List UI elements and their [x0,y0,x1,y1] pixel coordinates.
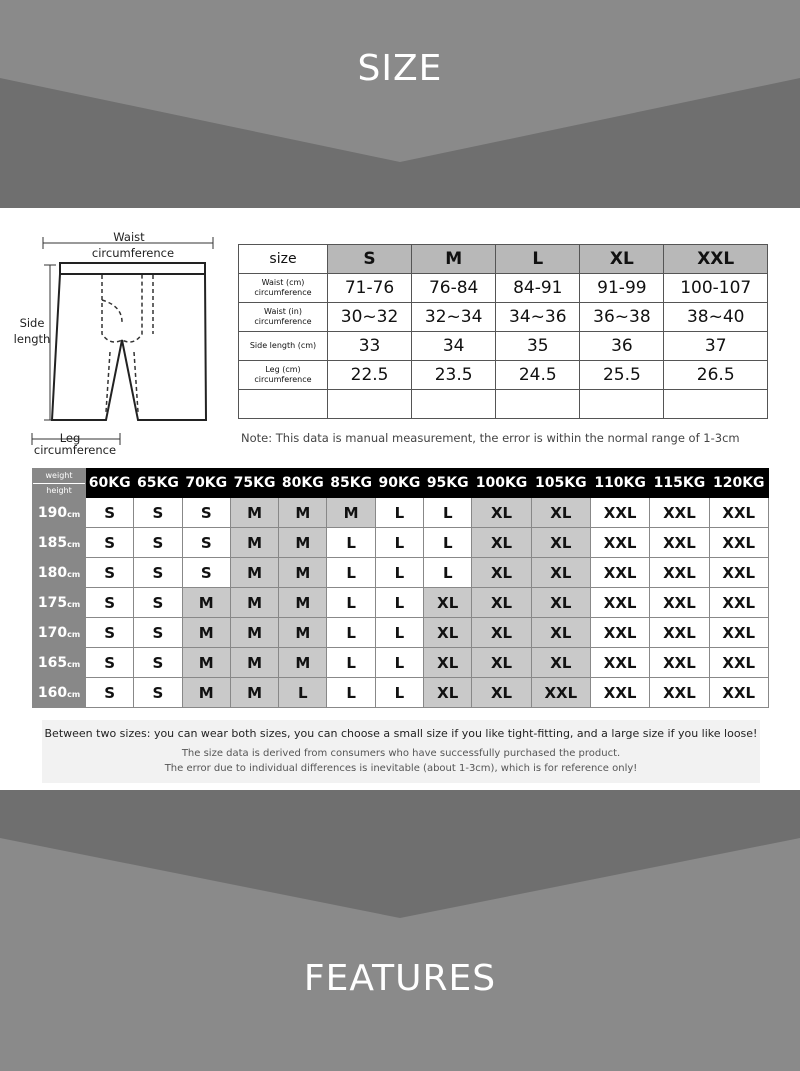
measurement-value: 30~32 [328,303,412,332]
sizing-tips [42,720,760,783]
size-cell: L [424,498,472,528]
weight-height-table [32,468,769,708]
weight-col-header: 70KG [182,469,230,498]
measurement-value [412,390,496,419]
size-cell: M [230,648,278,678]
size-cell: XL [531,558,590,588]
height-value: 170 [37,624,68,641]
size-cell: S [134,678,182,708]
size-cell: L [375,528,423,558]
weight-col-header: 85KG [327,469,375,498]
height-label [33,648,86,678]
size-cell: XXL [590,588,649,618]
height-unit: cm [67,659,81,669]
size-cell: XXL [650,648,709,678]
size-cell: XXL [709,528,768,558]
size-header-label: size [239,245,328,274]
size-cell: XXL [650,528,709,558]
size-cell: M [279,498,327,528]
weight-col-header: 120KG [709,469,768,498]
side-length-label: Side [19,316,45,330]
size-cell: XXL [590,678,649,708]
measurement-value [328,390,412,419]
size-cell: S [182,528,230,558]
size-cell: XXL [650,678,709,708]
size-cell: XXL [590,618,649,648]
measurement-value: 91-99 [580,274,664,303]
size-cell: XL [531,498,590,528]
height-row [33,588,769,618]
height-value: 190 [37,504,68,521]
size-cell: L [327,558,375,588]
measurement-label [239,390,328,419]
size-cell: L [327,648,375,678]
size-table-row [239,332,768,361]
measurement-value: 76-84 [412,274,496,303]
size-cell: S [134,618,182,648]
measurement-value [580,390,664,419]
size-title: SIZE [357,48,443,89]
measurement-label-line: Waist (cm) [261,278,305,287]
height-label [33,498,86,528]
measurement-value [496,390,580,419]
height-unit: cm [67,629,81,639]
size-cell: L [375,618,423,648]
size-cell: M [230,678,278,708]
size-cell: S [134,558,182,588]
size-banner [0,0,800,208]
size-cell: M [230,528,278,558]
size-cell: XL [424,588,472,618]
size-cell: M [279,648,327,678]
size-cell: S [86,558,134,588]
size-cell: S [134,498,182,528]
size-cell: XL [531,528,590,558]
size-cell: XXL [650,498,709,528]
size-cell: XL [424,648,472,678]
size-cell: S [86,528,134,558]
size-cell: M [230,618,278,648]
weight-col-header: 110KG [590,469,649,498]
height-label [33,528,86,558]
size-cell: XXL [709,648,768,678]
size-cell: L [327,678,375,708]
size-cell: S [134,648,182,678]
size-cell: M [182,588,230,618]
size-cell: XXL [709,618,768,648]
height-unit: cm [67,539,81,549]
size-cell: M [182,648,230,678]
size-cell: M [327,498,375,528]
size-cell: L [327,528,375,558]
size-cell: XL [531,588,590,618]
size-cell: XL [531,648,590,678]
size-cell: L [279,678,327,708]
size-cell: L [375,498,423,528]
measurement-value [664,390,768,419]
size-cell: S [134,528,182,558]
weight-col-header: 60KG [86,469,134,498]
measurement-label-line: circumference [254,288,312,297]
measurement-label-line: circumference [254,375,312,384]
size-cell: M [230,558,278,588]
measurement-value: 25.5 [580,361,664,390]
size-cell: XXL [709,558,768,588]
size-cell: S [86,588,134,618]
measurement-label [239,303,328,332]
size-cell: XL [472,588,531,618]
size-cell: S [182,498,230,528]
size-cell: XXL [650,558,709,588]
measurement-value: 33 [328,332,412,361]
measurement-label-line: circumference [254,317,312,326]
measurement-value: 71-76 [328,274,412,303]
waist-label: Waist [113,230,145,244]
height-label [33,588,86,618]
measurement-label-line: Waist (in) [264,307,302,316]
size-col-header: S [328,245,412,274]
measurement-value: 24.5 [496,361,580,390]
size-table-row [239,303,768,332]
size-cell: XL [531,618,590,648]
side-length-label-sub: length [13,332,51,346]
height-row [33,618,769,648]
size-cell: L [375,678,423,708]
tip-data-source: The size data is derived from consumers who have successfully purchased the product. [181,748,621,759]
size-header-row [239,245,768,274]
weight-col-header: 115KG [650,469,709,498]
size-cell: XL [472,528,531,558]
size-measurement-table [238,244,768,419]
size-cell: M [182,678,230,708]
size-cell: XL [472,498,531,528]
measurement-note: Note: This data is manual measurement, the error is within the normal range of 1-3cm [241,431,740,445]
height-value: 160 [37,684,68,701]
size-cell: M [230,498,278,528]
height-row [33,528,769,558]
size-table-row [239,274,768,303]
weight-axis-label: weight [33,469,85,484]
size-cell: L [327,588,375,618]
size-cell: XXL [709,678,768,708]
measurement-value: 34~36 [496,303,580,332]
size-cell: L [327,618,375,648]
size-cell: XL [472,618,531,648]
measurement-value: 35 [496,332,580,361]
height-label [33,558,86,588]
weight-col-header: 105KG [531,469,590,498]
size-cell: M [230,588,278,618]
height-row [33,648,769,678]
leg-label: Leg [59,431,81,445]
height-unit: cm [67,509,81,519]
size-col-header: M [412,245,496,274]
size-cell: S [134,588,182,618]
size-col-header: XL [580,245,664,274]
height-value: 165 [37,654,68,671]
measurement-label [239,274,328,303]
waist-label-sub: circumference [91,246,175,260]
size-cell: XXL [709,498,768,528]
size-cell: S [182,558,230,588]
size-cell: M [279,618,327,648]
tip-error-note: The error due to individual differences is inevitable (about 1-3cm), which is for reference only! [164,763,638,774]
size-cell: L [375,588,423,618]
height-row [33,498,769,528]
size-cell: L [375,648,423,678]
size-cell: XXL [531,678,590,708]
measurement-value: 32~34 [412,303,496,332]
size-cell: L [375,558,423,588]
size-cell: M [279,588,327,618]
size-table-row [239,390,768,419]
size-cell: XL [472,558,531,588]
size-col-header: XXL [664,245,768,274]
weight-col-header: 100KG [472,469,531,498]
measurement-value: 23.5 [412,361,496,390]
weight-col-header: 90KG [375,469,423,498]
size-cell: XL [472,648,531,678]
size-cell: XXL [650,618,709,648]
size-cell: XXL [650,588,709,618]
measurement-value: 100-107 [664,274,768,303]
weight-height-corner [33,469,86,498]
measurement-value: 22.5 [328,361,412,390]
size-cell: S [86,648,134,678]
height-value: 175 [37,594,68,611]
size-cell: S [86,498,134,528]
measurement-value: 37 [664,332,768,361]
measurement-label-line: Leg (cm) [265,365,301,374]
size-cell: XXL [590,648,649,678]
size-cell: XL [472,678,531,708]
size-cell: XXL [590,528,649,558]
leg-label-sub: circumference [33,443,117,457]
measurement-label [239,361,328,390]
size-table-row [239,361,768,390]
measurement-label [239,332,328,361]
tip-between-sizes: Between two sizes: you can wear both sizes, you can choose a small size if you like tight-fitting, and a large size if you like loose! [44,727,758,740]
height-unit: cm [67,599,81,609]
size-cell: XXL [709,588,768,618]
weight-col-header: 75KG [230,469,278,498]
measurement-label-line: Side length (cm) [249,341,317,350]
size-cell: XXL [590,498,649,528]
measurement-value: 36~38 [580,303,664,332]
size-cell: S [86,618,134,648]
measurement-value: 36 [580,332,664,361]
size-cell: XL [424,618,472,648]
size-cell: S [86,678,134,708]
features-banner [0,790,800,1071]
height-row [33,678,769,708]
measurement-value: 26.5 [664,361,768,390]
weight-col-header: 80KG [279,469,327,498]
weight-header-row [33,469,769,498]
height-value: 180 [37,564,68,581]
size-cell: M [279,558,327,588]
size-cell: XXL [590,558,649,588]
size-cell: M [279,528,327,558]
height-label [33,618,86,648]
features-title: FEATURES [303,958,497,999]
height-unit: cm [67,569,81,579]
size-banner-background [0,0,800,208]
height-value: 185 [37,534,68,551]
size-table-body [239,274,768,419]
size-cell: L [424,558,472,588]
height-label [33,678,86,708]
weight-table-body [33,498,769,708]
measurement-value: 38~40 [664,303,768,332]
measurement-value: 34 [412,332,496,361]
height-unit: cm [67,689,81,699]
weight-col-header: 95KG [424,469,472,498]
height-axis-label: height [33,484,85,498]
size-col-header: L [496,245,580,274]
features-banner-background [0,790,800,1071]
size-cell: L [424,528,472,558]
size-cell: M [182,618,230,648]
size-cell: XL [424,678,472,708]
weight-col-header: 65KG [134,469,182,498]
height-row [33,558,769,588]
measurement-value: 84-91 [496,274,580,303]
shorts-diagram [10,222,225,457]
